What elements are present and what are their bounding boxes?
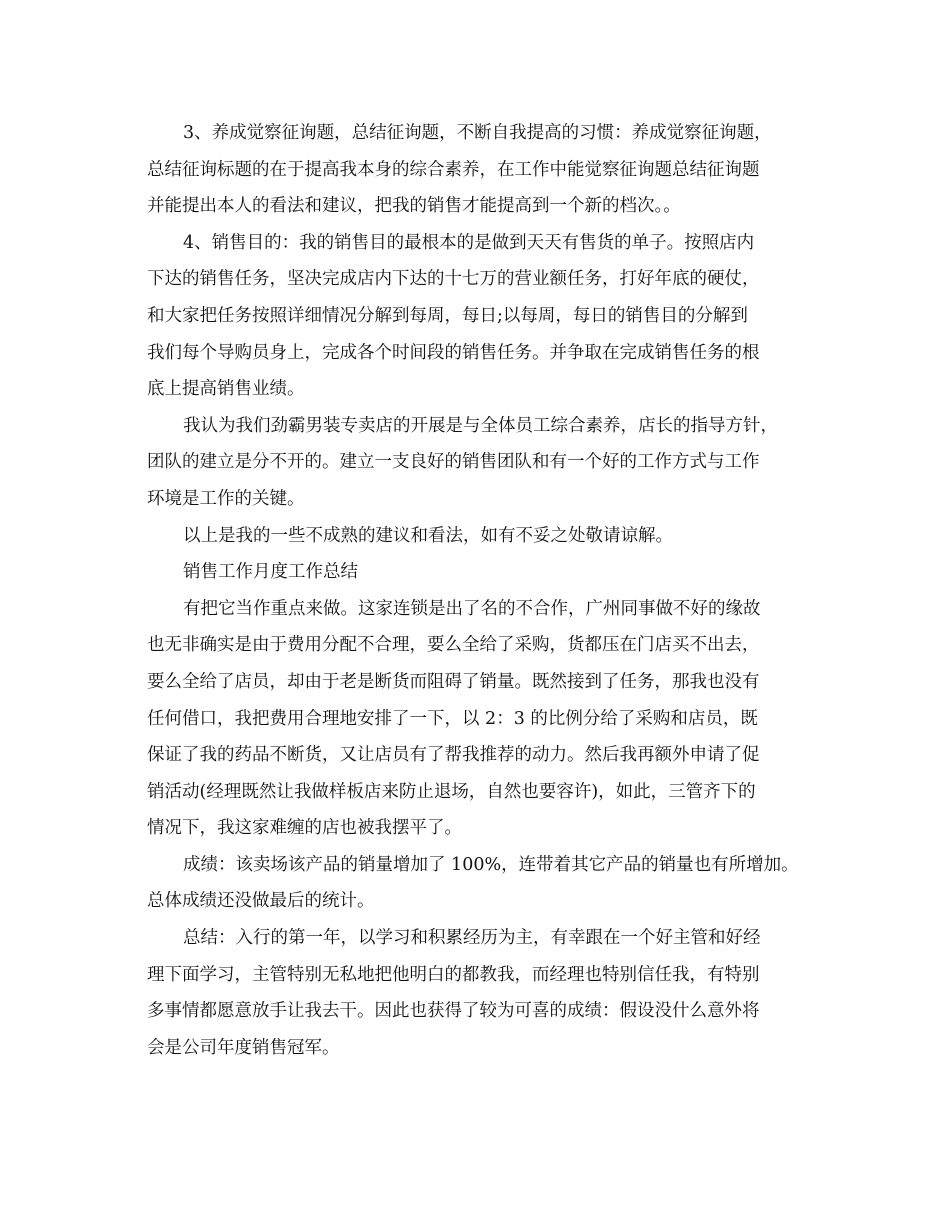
text-line: 4、销售目的：我的销售目的最根本的是做到天天有售货的单子。按照店内: [183, 232, 755, 253]
text-line: 总结征询标题的在于提高我本身的综合素养，在工作中能觉察征询题总结征询题: [147, 159, 760, 180]
text-line: 和大家把任务按照详细情况分解到每周，每日;以每周，每日的销售目的分解到: [147, 305, 748, 326]
text-line: 3、养成觉察征询题，总结征询题，不断自我提高的习惯：养成觉察征询题，: [183, 123, 772, 143]
paragraph-summary: [147, 920, 812, 1066]
text-line: 情况下，我这家难缠的店也被我摆平了。: [147, 818, 462, 839]
text-line: 多事情都愿意放手让我去干。因此也获得了较为可喜的成绩：假设没什么意外将: [147, 1001, 760, 1022]
paragraph-key-account: [147, 591, 812, 847]
paragraph-team-opinion: [147, 408, 812, 518]
text-line: 理下面学习，主管特别无私地把他明白的都教我，而经理也特别信任我，有特别: [147, 964, 760, 985]
text-line: 底上提高销售业绩。: [147, 379, 305, 400]
text-line: 我认为我们劲霸男装专卖店的开展是与全体员工综合素养，店长的指导方针，: [183, 415, 778, 436]
text-line: 下达的销售任务，坚决完成店内下达的十七万的营业额任务，打好年底的硬仗，: [147, 269, 760, 290]
text-line: 要么全给了店员，却由于老是断货而阻碍了销量。既然接到了任务，那我也没有: [147, 671, 760, 692]
text-line: 团队的建立是分不开的。建立一支良好的销售团队和有一个好的工作方式与工作: [147, 452, 760, 473]
text-line: 也无非确实是由于费用分配不合理，要么全给了采购，货都压在门店买不出去，: [147, 635, 760, 656]
paragraph-section-heading: [147, 554, 812, 591]
text-line: 保证了我的药品不断货，又让店员有了帮我推荐的动力。然后我再额外申请了促: [147, 745, 760, 766]
text-line: 总体成绩还没做最后的统计。: [147, 891, 375, 912]
paragraph-closing-remark: [147, 518, 812, 555]
text-line: 销活动(经理既然让我做样板店来防止退场，自然也要容许)，如此，三管齐下的: [147, 781, 756, 802]
text-line: 有把它当作重点来做。这家连锁是出了名的不合作，广州同事做不好的缘故: [183, 598, 761, 619]
text-line: 成绩：该卖场该产品的销量增加了 100%，连带着其它产品的销量也有所增加。: [183, 854, 799, 875]
text-line: 销售工作月度工作总结: [183, 562, 358, 583]
text-line: 并能提出本人的看法和建议，把我的销售才能提高到一个新的档次。。: [147, 196, 681, 217]
paragraph-habit-reflection: [147, 115, 812, 225]
paragraph-results: [147, 847, 812, 920]
text-line: 环境是工作的关键。: [147, 488, 305, 509]
text-line: 我们每个导购员身上，完成各个时间段的销售任务。并争取在完成销售任务的根: [147, 342, 760, 363]
text-line: 以上是我的一些不成熟的建议和看法，如有不妥之处敬请谅解。: [183, 525, 673, 546]
paragraph-sales-goal: [147, 225, 812, 408]
text-line: 总结：入行的第一年，以学习和积累经历为主，有幸跟在一个好主管和好经: [183, 928, 761, 949]
text-line: 会是公司年度销售冠军。: [147, 1037, 340, 1058]
document-body: [147, 115, 812, 1066]
text-line: 任何借口，我把费用合理地安排了一下，以 2：3 的比例分给了采购和店员，既: [147, 708, 758, 729]
